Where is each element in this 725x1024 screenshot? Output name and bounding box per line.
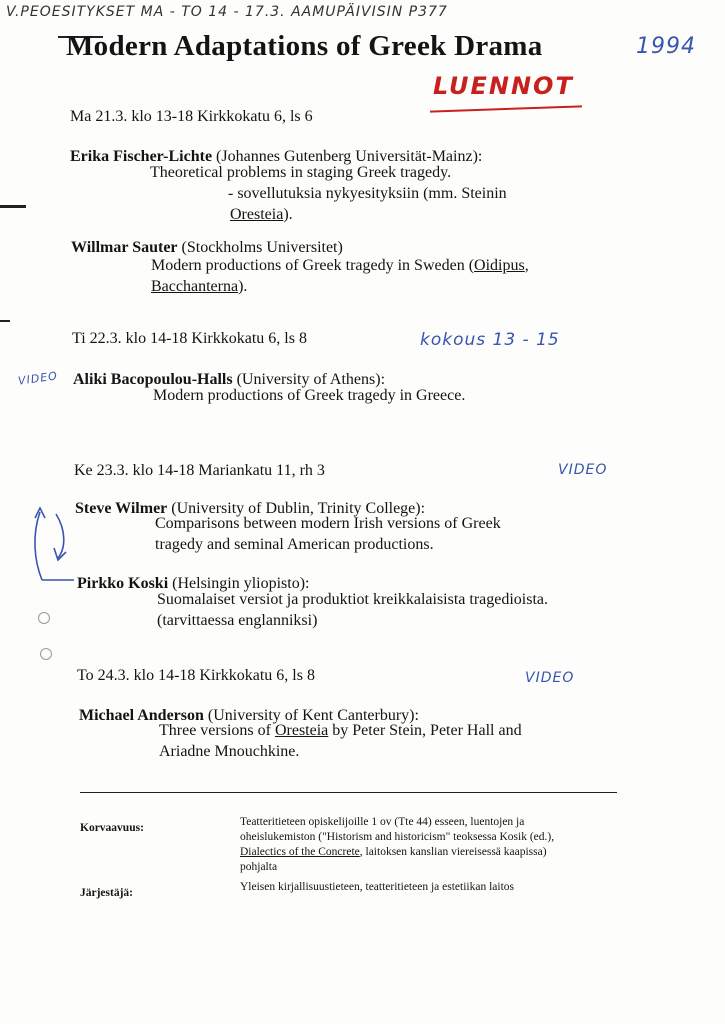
punctuation: ).	[238, 278, 248, 295]
punch-hole	[40, 648, 52, 660]
speaker-affiliation: (Helsingin yliopisto):	[172, 575, 310, 592]
talk-line: Theoretical problems in staging Greek tragedy.	[150, 164, 452, 181]
session-date: To 24.3. klo 14-18 Kirkkokatu 6, ls 8	[77, 667, 315, 684]
speaker-name: Erika Fischer-Lichte	[70, 148, 213, 165]
swap-arrows-icon	[22, 500, 82, 590]
organizer-label: Järjestäjä:	[80, 887, 134, 899]
session-note: VIDEO	[558, 462, 608, 478]
speaker-affiliation: (University of Dublin, Trinity College):	[171, 500, 426, 517]
talk-line: (tarvittaessa englanniksi)	[157, 612, 318, 629]
speaker-affiliation: (Stockholms Universitet)	[181, 239, 343, 256]
talk-line	[151, 255, 529, 276]
speaker-affiliation: (University of Kent Canterbury):	[207, 707, 419, 724]
talk-line	[159, 720, 522, 741]
talk-line: tragedy and seminal American productions.	[155, 536, 434, 553]
talk-line: - sovellutuksia nykyesityksiin (mm. Steinin	[228, 185, 507, 202]
credit-line: oheislukemiston ("Historism and historicism" teoksessa Kosik (ed.),	[240, 831, 555, 843]
talk-text: Three versions of	[159, 722, 275, 739]
speaker-name: Michael Anderson	[79, 707, 204, 724]
work-title: Bacchanterna	[151, 278, 239, 295]
credit-text	[240, 815, 554, 875]
punctuation: ).	[283, 206, 293, 223]
punch-hole	[38, 612, 50, 624]
talk-title	[155, 513, 501, 555]
lvennot-note: LUENNOT	[433, 72, 574, 100]
header-handwritten-note: V.PEOESITYKSET MA - TO 14 - 17.3. AAMUPÄIVISIN P377	[6, 4, 448, 20]
talk-title	[153, 385, 465, 406]
talk-title	[159, 720, 522, 762]
left-edge-mark	[0, 205, 26, 208]
work-title: Oidipus	[474, 257, 525, 274]
speaker-name: Steve Wilmer	[75, 500, 168, 517]
session-date: Ma 21.3. klo 13-18 Kirkkokatu 6, ls 6	[70, 108, 313, 125]
credit-line: pohjalta	[240, 861, 278, 873]
talk-line	[151, 276, 529, 297]
session-date: Ke 23.3. klo 14-18 Mariankatu 11, rh 3	[74, 462, 325, 479]
session-date: Ti 22.3. klo 14-18 Kirkkokatu 6, ls 8	[72, 330, 307, 347]
punctuation: ,	[524, 257, 529, 274]
work-title: Oresteia	[230, 206, 284, 223]
talk-line: Suomalaiset versiot ja produktiot kreikkalaisista tragedioista.	[157, 591, 549, 608]
credit-line: Teatteritieteen opiskelijoille 1 ov (Tte 44) esseen, luentojen ja	[240, 816, 525, 828]
speaker-affiliation: (University of Athens):	[236, 371, 386, 388]
work-title: Oresteia	[274, 722, 329, 739]
page-title: Modern Adaptations of Greek Drama	[66, 30, 543, 62]
talk-line	[150, 204, 507, 225]
book-title: Dialectics of the Concrete	[240, 846, 360, 858]
credit-label: Korvaavuus:	[80, 822, 144, 834]
talk-title	[150, 162, 507, 225]
session-note: kokous 13 - 15	[420, 330, 560, 350]
talk-line: Modern productions of Greek tragedy in Greece.	[153, 387, 466, 404]
footer-divider	[80, 792, 617, 793]
speaker-name: Aliki Bacopoulou-Halls	[73, 371, 233, 388]
left-edge-mark	[0, 320, 10, 322]
margin-video-note: VIDEO	[17, 369, 59, 388]
credit-text-fragment: , laitoksen kanslian viereisessä kaapissa)	[359, 846, 547, 858]
talk-title	[151, 255, 529, 297]
lvennot-underline	[430, 105, 582, 112]
speaker-name: Pirkko Koski	[77, 575, 169, 592]
speaker-affiliation: (Johannes Gutenberg Universität-Mainz):	[216, 148, 483, 165]
speaker-name: Willmar Sauter	[71, 239, 178, 256]
talk-text: by Peter Stein, Peter Hall and	[328, 722, 522, 739]
talk-line: Ariadne Mnouchkine.	[159, 743, 300, 760]
year-note: 1994	[636, 34, 696, 59]
talk-line: Comparisons between modern Irish versions of Greek	[155, 515, 501, 532]
session-note: VIDEO	[525, 670, 575, 686]
credit-line	[240, 845, 554, 860]
talk-title	[157, 589, 548, 631]
organizer-text: Yleisen kirjallisuustieteen, teatteritieteen ja estetiikan laitos	[240, 881, 514, 893]
talk-text: Modern productions of Greek tragedy in Sweden (	[151, 257, 475, 274]
